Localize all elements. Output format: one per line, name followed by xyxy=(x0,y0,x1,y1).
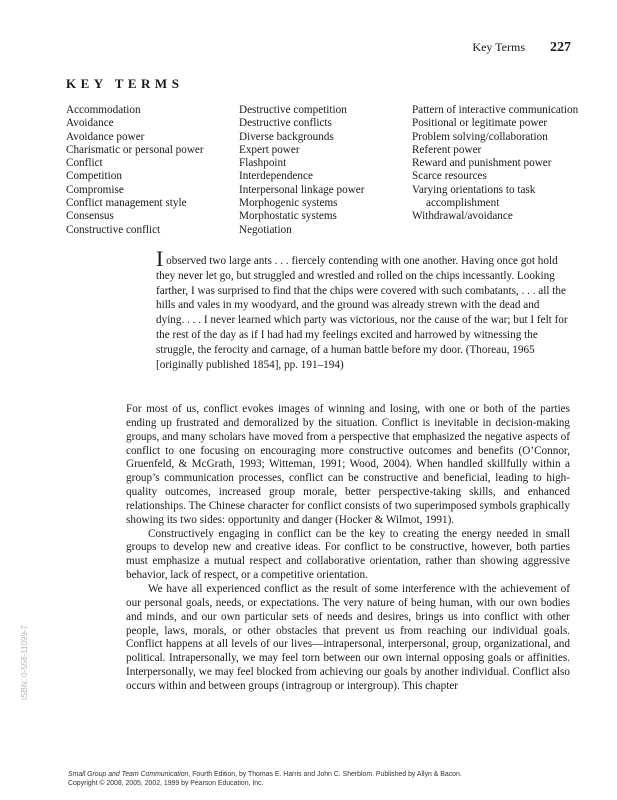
key-terms-column-3 xyxy=(412,104,586,237)
key-term: Expert power xyxy=(239,143,300,156)
epigraph-quote xyxy=(156,246,570,372)
key-term: Charismatic or personal power xyxy=(66,143,204,156)
key-term: Accommodation xyxy=(66,104,141,116)
quote-text: observed two large ants . . . fiercely contending with one another. Having once got hold they never let go, but struggled and wrestled and rolled on the chips incessantly. Looking farther, I was surprised to find that the chips were covered with such combatants, . . . all the hills and vales in my woodyard, and the ground was already strewn with the dead and dying. . . . I never learned which party was victorious, nor the cause of the war; but I felt for the rest of the day as if I had had my feelings excited and harrowed by witnessing the struggle, the ferocity and carnage, of a human battle before my door. (Thoreau, 1965 [originally published 1854], pp. 191–194) xyxy=(156,255,568,371)
footer-book-title: Small Group and Team Communication xyxy=(68,771,189,778)
footer-line-1 xyxy=(68,770,462,779)
quote-initial: I xyxy=(156,246,164,271)
key-term: Reward and punishment power xyxy=(412,157,552,170)
side-isbn: ISBN: 0-558-11099-7 xyxy=(20,624,29,700)
key-terms-list xyxy=(66,104,586,237)
body-paragraph: We have all experienced conflict as the result of some interference with the achievement of our personal goals, needs, or expectations. The very nature of being human, with our own bodies and minds, and our own particular sets of needs and desires, brings us into conflict with other people, laws, morals, or other obstacles that prevent us from reaching our individual goals. Conflict happens at all levels of our lives—intrapersonal, interpersonal, group, organizational, and political. Intrapersonally, we may feel torn between our own internal opposing goals or affinities. Interpersonally, we may feel blocked from achieving our goals by another individual. Conflict also occurs within and between groups (intragroup or intergroup). This chapter xyxy=(126,582,570,692)
key-term: Positional or legitimate power xyxy=(412,117,548,130)
key-term: Avoidance xyxy=(66,117,114,130)
body-paragraph: Constructively engaging in conflict can be the key to creating the energy needed in small groups to develop new and creative ideas. For conflict to be constructive, however, both parties must emphasize a mutual respect and collaborative orientation, rather than showing aggressive behavior, lack of respect, or a competitive orientation. xyxy=(126,527,570,582)
body-paragraph: For most of us, conflict evokes images of winning and losing, with one or both of the parties ending up frustrated and demoralized by the situation. Conflict is inevitable in decision-making groups, and many scholars have moved from a perspective that emphasized the negative aspects of conflict to one focusing on encouraging more constructive outcomes and benefits (O’Connor, Gruenfeld, & McGrath, 1993; Witteman, 1991; Wood, 2004). When handled skillfully within a group’s communication processes, conflict can be constructive and beneficial, leading to high-quality outcomes, increased group morale, better perspective-taking skills, and enhanced relationships. The Chinese character for conflict consists of two superimposed symbols graphically showing its two sides: opportunity and danger (Hocker & Wilmot, 1991). xyxy=(126,403,570,526)
copyright-footer xyxy=(68,770,462,788)
key-term: Flashpoint xyxy=(239,157,287,170)
running-head xyxy=(472,40,571,56)
footer-publication: , Fourth Edition, by Thomas E. Harris and John C. Sherblom. Published by Allyn & Bacon. xyxy=(188,771,462,778)
key-term: Scarce resources xyxy=(412,170,487,183)
key-term: Varying orientations to task accomplishment xyxy=(412,183,536,210)
key-term: Competition xyxy=(66,170,122,183)
key-term: Problem solving/collaboration xyxy=(412,130,548,143)
key-term: Destructive competition xyxy=(239,104,347,116)
key-term: Conflict management style xyxy=(66,197,187,210)
key-term: Consensus xyxy=(66,210,114,223)
key-term: Interdependence xyxy=(239,170,313,183)
key-term: Pattern of interactive communication xyxy=(412,104,579,116)
key-terms-column-2 xyxy=(239,104,412,237)
key-term: Avoidance power xyxy=(66,130,145,143)
key-term: Referent power xyxy=(412,143,482,156)
page-number: 227 xyxy=(550,40,571,55)
running-head-title: Key Terms xyxy=(472,40,525,54)
key-term: Morphogenic systems xyxy=(239,197,338,210)
key-term: Negotiation xyxy=(239,223,292,236)
key-term: Constructive conflict xyxy=(66,223,161,236)
key-term: Destructive conflicts xyxy=(239,117,332,130)
key-term: Morphostatic systems xyxy=(239,210,337,223)
key-terms-heading: KEY TERMS xyxy=(66,76,184,91)
body-text xyxy=(126,403,570,694)
footer-copyright: Copyright © 2008, 2005, 2002, 1999 by Pearson Education, Inc. xyxy=(68,780,264,787)
key-term: Interpersonal linkage power xyxy=(239,183,365,196)
key-term: Diverse backgrounds xyxy=(239,130,334,143)
key-term: Conflict xyxy=(66,157,103,170)
key-term: Withdrawal/avoidance xyxy=(412,210,513,223)
key-term: Compromise xyxy=(66,183,124,196)
key-terms-column-1 xyxy=(66,104,239,237)
